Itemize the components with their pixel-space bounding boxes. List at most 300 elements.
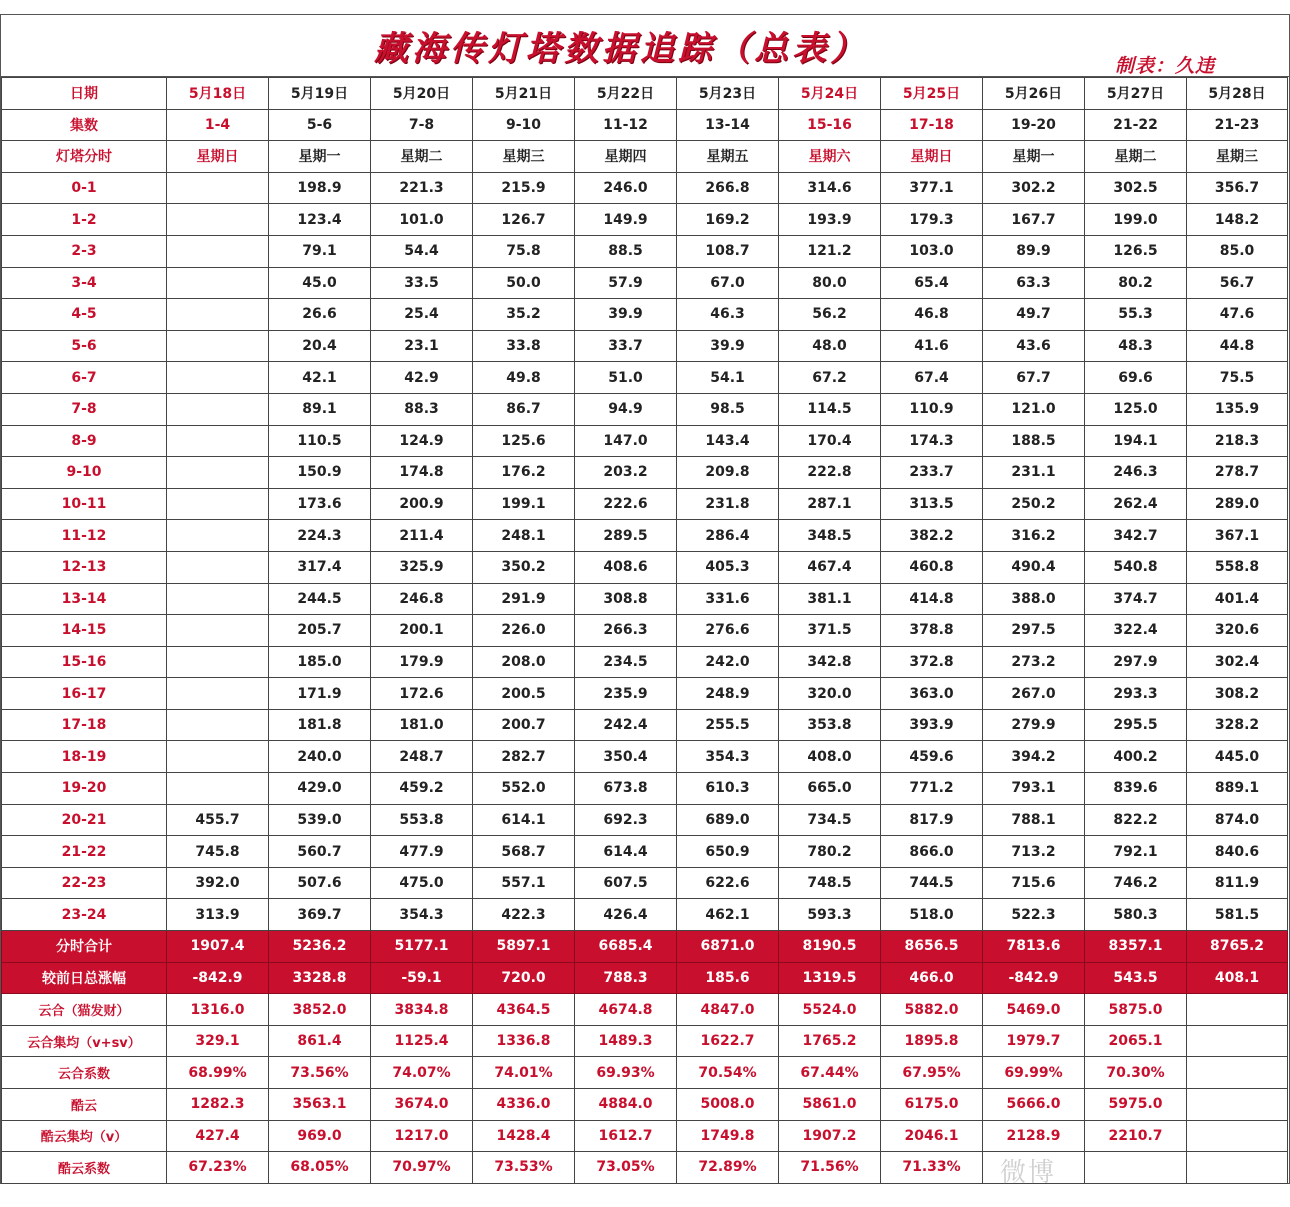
hour-value-cell: 342.8	[779, 646, 881, 678]
hour-value-cell: 51.0	[575, 362, 677, 394]
hour-value-cell: 354.3	[677, 741, 779, 773]
hour-value-cell: 174.3	[881, 425, 983, 457]
hour-value-cell: 771.2	[881, 773, 983, 805]
stats-cell: 73.53%	[473, 1152, 575, 1184]
hour-value-cell: 194.1	[1085, 425, 1187, 457]
hour-value-cell: 422.3	[473, 899, 575, 931]
hour-value-cell: 200.7	[473, 709, 575, 741]
row-label: 6-7	[2, 362, 167, 394]
hour-value-cell: 426.4	[575, 899, 677, 931]
hour-value-cell: 414.8	[881, 583, 983, 615]
stats-cell: 1125.4	[371, 1025, 473, 1057]
hour-value-cell: 367.1	[1187, 520, 1288, 552]
hour-value-cell: 80.2	[1085, 267, 1187, 299]
summary-cell: 8190.5	[779, 931, 881, 963]
hour-value-cell: 297.9	[1085, 646, 1187, 678]
row-label: 14-15	[2, 615, 167, 647]
weekday-cell: 星期一	[983, 141, 1085, 173]
weekday-cell: 星期一	[269, 141, 371, 173]
hour-value-cell: 248.9	[677, 678, 779, 710]
stats-cell: 73.56%	[269, 1057, 371, 1089]
hour-value-cell: 475.0	[371, 867, 473, 899]
summary-cell: 6871.0	[677, 931, 779, 963]
stats-cell: 1428.4	[473, 1120, 575, 1152]
hour-value-cell: 356.7	[1187, 172, 1288, 204]
hour-row	[2, 551, 1288, 583]
hour-value-cell: 455.7	[167, 804, 269, 836]
hour-value-cell: 369.7	[269, 899, 371, 931]
hour-value-cell: 614.4	[575, 836, 677, 868]
weekday-row	[2, 141, 1288, 173]
stats-cell: 5875.0	[1085, 994, 1187, 1026]
stats-cell: 969.0	[269, 1120, 371, 1152]
weibo-watermark: 微博	[1000, 1158, 1057, 1188]
hour-row	[2, 646, 1288, 678]
hour-value-cell: 246.8	[371, 583, 473, 615]
hour-value-cell: 610.3	[677, 773, 779, 805]
hour-value-cell: 459.6	[881, 741, 983, 773]
date-cell: 5月19日	[269, 78, 371, 110]
hour-row	[2, 583, 1288, 615]
hour-value-cell: 235.9	[575, 678, 677, 710]
summary-cell: 3328.8	[269, 962, 371, 994]
stats-cell: 1489.3	[575, 1025, 677, 1057]
hour-value-cell: 490.4	[983, 551, 1085, 583]
hour-value-cell	[167, 393, 269, 425]
stats-cell: 5469.0	[983, 994, 1085, 1026]
summary-cell: 5236.2	[269, 931, 371, 963]
summary-cell: 5897.1	[473, 931, 575, 963]
hour-value-cell: 188.5	[983, 425, 1085, 457]
hour-value-cell: 839.6	[1085, 773, 1187, 805]
weekday-cell: 星期二	[1085, 141, 1187, 173]
stats-cell: 1622.7	[677, 1025, 779, 1057]
hour-value-cell: 287.1	[779, 488, 881, 520]
hour-value-cell: 205.7	[269, 615, 371, 647]
episode-cell: 21-23	[1187, 109, 1288, 141]
hour-value-cell: 689.0	[677, 804, 779, 836]
stats-cell	[1187, 1025, 1288, 1057]
date-cell: 5月22日	[575, 78, 677, 110]
hour-value-cell: 518.0	[881, 899, 983, 931]
hour-value-cell: 353.8	[779, 709, 881, 741]
hour-value-cell: 378.8	[881, 615, 983, 647]
hour-value-cell: 560.7	[269, 836, 371, 868]
hour-value-cell: 248.7	[371, 741, 473, 773]
hour-row	[2, 488, 1288, 520]
row-label: 酷云	[2, 1089, 167, 1121]
hour-value-cell: 331.6	[677, 583, 779, 615]
hour-value-cell: 26.6	[269, 299, 371, 331]
hour-value-cell	[167, 615, 269, 647]
hour-value-cell: 218.3	[1187, 425, 1288, 457]
hour-value-cell	[167, 425, 269, 457]
hour-value-cell: 462.1	[677, 899, 779, 931]
weekday-cell: 星期三	[1187, 141, 1288, 173]
stats-cell	[1187, 1057, 1288, 1089]
hour-value-cell: 325.9	[371, 551, 473, 583]
stats-cell: 2065.1	[1085, 1025, 1187, 1057]
hour-value-cell: 408.6	[575, 551, 677, 583]
hour-value-cell: 278.7	[1187, 457, 1288, 489]
hour-value-cell: 149.9	[575, 204, 677, 236]
hour-value-cell: 302.4	[1187, 646, 1288, 678]
hour-value-cell: 88.3	[371, 393, 473, 425]
hour-value-cell: 126.7	[473, 204, 575, 236]
stats-row	[2, 1089, 1288, 1121]
hour-value-cell: 840.6	[1187, 836, 1288, 868]
episode-cell: 1-4	[167, 109, 269, 141]
hour-value-cell: 255.5	[677, 709, 779, 741]
summary-cell: 1907.4	[167, 931, 269, 963]
stats-row	[2, 1025, 1288, 1057]
date-row	[2, 78, 1288, 110]
hour-value-cell: 25.4	[371, 299, 473, 331]
hour-value-cell: 286.4	[677, 520, 779, 552]
hour-value-cell: 746.2	[1085, 867, 1187, 899]
stats-cell: 71.33%	[881, 1152, 983, 1184]
hour-value-cell: 222.6	[575, 488, 677, 520]
summary-cell: 788.3	[575, 962, 677, 994]
hour-value-cell: 328.2	[1187, 709, 1288, 741]
hour-value-cell: 715.6	[983, 867, 1085, 899]
hour-value-cell: 123.4	[269, 204, 371, 236]
hour-value-cell: 55.3	[1085, 299, 1187, 331]
hour-value-cell: 231.8	[677, 488, 779, 520]
hour-row	[2, 267, 1288, 299]
hour-value-cell: 172.6	[371, 678, 473, 710]
hour-value-cell: 203.2	[575, 457, 677, 489]
stats-cell: 1316.0	[167, 994, 269, 1026]
hour-value-cell: 322.4	[1085, 615, 1187, 647]
hour-value-cell	[167, 362, 269, 394]
hour-value-cell: 101.0	[371, 204, 473, 236]
hour-value-cell: 477.9	[371, 836, 473, 868]
hour-value-cell: 221.3	[371, 172, 473, 204]
row-label: 13-14	[2, 583, 167, 615]
hour-value-cell: 114.5	[779, 393, 881, 425]
hour-value-cell: 167.7	[983, 204, 1085, 236]
hour-value-cell: 467.4	[779, 551, 881, 583]
episode-row	[2, 109, 1288, 141]
hour-value-cell: 89.1	[269, 393, 371, 425]
hour-value-cell: 88.5	[575, 235, 677, 267]
hour-value-cell: 673.8	[575, 773, 677, 805]
hour-value-cell: 350.4	[575, 741, 677, 773]
hour-value-cell: 63.3	[983, 267, 1085, 299]
hour-value-cell: 85.0	[1187, 235, 1288, 267]
hour-value-cell: 400.2	[1085, 741, 1187, 773]
hour-value-cell: 242.0	[677, 646, 779, 678]
row-label: 4-5	[2, 299, 167, 331]
hour-value-cell: 744.5	[881, 867, 983, 899]
summary-cell: 7813.6	[983, 931, 1085, 963]
stats-cell	[1187, 1120, 1288, 1152]
hour-value-cell: 67.7	[983, 362, 1085, 394]
hour-value-cell: 374.7	[1085, 583, 1187, 615]
summary-row	[2, 931, 1288, 963]
hour-value-cell: 110.5	[269, 425, 371, 457]
hour-value-cell: 124.9	[371, 425, 473, 457]
hour-row	[2, 457, 1288, 489]
hour-value-cell: 174.8	[371, 457, 473, 489]
hour-value-cell: 553.8	[371, 804, 473, 836]
hour-value-cell: 234.5	[575, 646, 677, 678]
hour-value-cell: 67.4	[881, 362, 983, 394]
hour-value-cell: 89.9	[983, 235, 1085, 267]
stats-cell: 5975.0	[1085, 1089, 1187, 1121]
hour-value-cell: 302.2	[983, 172, 1085, 204]
row-label: 较前日总涨幅	[2, 962, 167, 994]
hour-value-cell: 320.0	[779, 678, 881, 710]
hour-value-cell: 363.0	[881, 678, 983, 710]
weekday-cell: 星期四	[575, 141, 677, 173]
hour-value-cell: 49.7	[983, 299, 1085, 331]
hour-value-cell: 522.3	[983, 899, 1085, 931]
hour-value-cell: 246.3	[1085, 457, 1187, 489]
stats-cell: 3674.0	[371, 1089, 473, 1121]
stats-cell: 70.97%	[371, 1152, 473, 1184]
hour-value-cell: 226.0	[473, 615, 575, 647]
stats-cell: 71.56%	[779, 1152, 881, 1184]
episode-cell: 19-20	[983, 109, 1085, 141]
title-bar	[1, 15, 1289, 77]
hour-value-cell: 316.2	[983, 520, 1085, 552]
hour-value-cell: 54.4	[371, 235, 473, 267]
hour-value-cell: 279.9	[983, 709, 1085, 741]
stats-cell: 329.1	[167, 1025, 269, 1057]
hour-value-cell: 135.9	[1187, 393, 1288, 425]
author-credit: 制表：久违	[1114, 55, 1215, 77]
hour-value-cell: 39.9	[677, 330, 779, 362]
hour-row	[2, 773, 1288, 805]
date-cell: 5月21日	[473, 78, 575, 110]
hour-value-cell: 313.5	[881, 488, 983, 520]
hour-value-cell: 185.0	[269, 646, 371, 678]
row-label: 酷云集均（v）	[2, 1120, 167, 1152]
hour-value-cell: 49.8	[473, 362, 575, 394]
hour-value-cell: 224.3	[269, 520, 371, 552]
hour-value-cell	[167, 457, 269, 489]
stats-cell: 74.01%	[473, 1057, 575, 1089]
hour-row	[2, 867, 1288, 899]
hour-value-cell: 125.0	[1085, 393, 1187, 425]
hour-value-cell: 394.2	[983, 741, 1085, 773]
hour-value-cell: 176.2	[473, 457, 575, 489]
hour-value-cell: 199.1	[473, 488, 575, 520]
hour-value-cell: 445.0	[1187, 741, 1288, 773]
stats-cell: 4674.8	[575, 994, 677, 1026]
hour-value-cell	[167, 678, 269, 710]
hour-value-cell: 273.2	[983, 646, 1085, 678]
stats-cell: 69.93%	[575, 1057, 677, 1089]
hour-value-cell: 342.7	[1085, 520, 1187, 552]
hour-row	[2, 615, 1288, 647]
hour-row	[2, 330, 1288, 362]
hour-value-cell: 98.5	[677, 393, 779, 425]
hour-row	[2, 741, 1288, 773]
hour-value-cell: 80.0	[779, 267, 881, 299]
hour-value-cell: 179.9	[371, 646, 473, 678]
row-label: 云合（猫发财）	[2, 994, 167, 1026]
stats-cell: 4847.0	[677, 994, 779, 1026]
hour-value-cell: 56.7	[1187, 267, 1288, 299]
row-label: 云合系数	[2, 1057, 167, 1089]
hour-value-cell: 65.4	[881, 267, 983, 299]
hour-value-cell	[167, 330, 269, 362]
hour-value-cell: 43.6	[983, 330, 1085, 362]
hour-value-cell: 388.0	[983, 583, 1085, 615]
hour-value-cell: 372.8	[881, 646, 983, 678]
hour-value-cell: 181.8	[269, 709, 371, 741]
row-label: 酷云系数	[2, 1152, 167, 1184]
stats-cell: 3834.8	[371, 994, 473, 1026]
hour-value-cell: 811.9	[1187, 867, 1288, 899]
hour-value-cell: 405.3	[677, 551, 779, 583]
lighthouse-data-table	[1, 77, 1288, 1188]
hour-value-cell	[167, 267, 269, 299]
row-label: 22-23	[2, 867, 167, 899]
stats-cell: 1907.2	[779, 1120, 881, 1152]
stats-cell: 4336.0	[473, 1089, 575, 1121]
row-label: 21-22	[2, 836, 167, 868]
row-label: 11-12	[2, 520, 167, 552]
stats-cell: 73.05%	[575, 1152, 677, 1184]
weekday-cell: 星期日	[881, 141, 983, 173]
summary-cell: 408.1	[1187, 962, 1288, 994]
hour-row	[2, 425, 1288, 457]
row-label: 23-24	[2, 899, 167, 931]
episode-cell: 13-14	[677, 109, 779, 141]
hour-value-cell: 69.6	[1085, 362, 1187, 394]
row-label: 云合集均（v+sv）	[2, 1025, 167, 1057]
stats-cell	[1187, 1089, 1288, 1121]
summary-cell: 6685.4	[575, 931, 677, 963]
row-label: 日期	[2, 78, 167, 110]
stats-cell: 68.99%	[167, 1057, 269, 1089]
hour-value-cell: 822.2	[1085, 804, 1187, 836]
hour-value-cell: 143.4	[677, 425, 779, 457]
hour-value-cell: 199.0	[1085, 204, 1187, 236]
row-label: 集数	[2, 109, 167, 141]
hour-value-cell: 35.2	[473, 299, 575, 331]
hour-value-cell: 289.5	[575, 520, 677, 552]
hour-value-cell	[167, 299, 269, 331]
stats-cell: 4364.5	[473, 994, 575, 1026]
hour-value-cell: 302.5	[1085, 172, 1187, 204]
hour-value-cell: 313.9	[167, 899, 269, 931]
hour-value-cell: 248.1	[473, 520, 575, 552]
hour-row	[2, 204, 1288, 236]
weekday-cell: 星期六	[779, 141, 881, 173]
summary-cell: 466.0	[881, 962, 983, 994]
data-sheet	[0, 14, 1290, 1188]
summary-cell: -59.1	[371, 962, 473, 994]
hour-value-cell	[167, 583, 269, 615]
episode-cell: 5-6	[269, 109, 371, 141]
hour-value-cell: 320.6	[1187, 615, 1288, 647]
hour-value-cell: 291.9	[473, 583, 575, 615]
row-label: 2-3	[2, 235, 167, 267]
summary-row	[2, 962, 1288, 994]
weekday-cell: 星期五	[677, 141, 779, 173]
stats-cell: 1895.8	[881, 1025, 983, 1057]
stats-cell: 5008.0	[677, 1089, 779, 1121]
hour-value-cell: 208.0	[473, 646, 575, 678]
row-label: 8-9	[2, 425, 167, 457]
stats-row	[2, 994, 1288, 1026]
weekday-cell: 星期二	[371, 141, 473, 173]
hour-value-cell: 817.9	[881, 804, 983, 836]
hour-value-cell: 47.6	[1187, 299, 1288, 331]
row-label: 15-16	[2, 646, 167, 678]
summary-cell: 1319.5	[779, 962, 881, 994]
hour-value-cell: 33.8	[473, 330, 575, 362]
hour-value-cell: 381.1	[779, 583, 881, 615]
hour-value-cell: 244.5	[269, 583, 371, 615]
hour-value-cell: 179.3	[881, 204, 983, 236]
hour-value-cell: 222.8	[779, 457, 881, 489]
stats-cell: 1336.8	[473, 1025, 575, 1057]
hour-value-cell: 75.5	[1187, 362, 1288, 394]
row-label: 分时合计	[2, 931, 167, 963]
stats-cell: 3563.1	[269, 1089, 371, 1121]
stats-cell: 427.4	[167, 1120, 269, 1152]
hour-value-cell: 125.6	[473, 425, 575, 457]
hour-value-cell: 173.6	[269, 488, 371, 520]
hour-value-cell: 181.0	[371, 709, 473, 741]
hour-value-cell: 209.8	[677, 457, 779, 489]
hour-value-cell: 568.7	[473, 836, 575, 868]
hour-value-cell: 392.0	[167, 867, 269, 899]
hour-row	[2, 836, 1288, 868]
hour-value-cell: 54.1	[677, 362, 779, 394]
stats-cell: 6175.0	[881, 1089, 983, 1121]
hour-value-cell: 48.3	[1085, 330, 1187, 362]
hour-value-cell: 211.4	[371, 520, 473, 552]
hour-value-cell: 692.3	[575, 804, 677, 836]
hour-value-cell	[167, 741, 269, 773]
hour-value-cell: 171.9	[269, 678, 371, 710]
hour-row	[2, 678, 1288, 710]
row-label: 7-8	[2, 393, 167, 425]
hour-value-cell: 23.1	[371, 330, 473, 362]
hour-value-cell: 233.7	[881, 457, 983, 489]
summary-cell: 8357.1	[1085, 931, 1187, 963]
stats-cell: 70.54%	[677, 1057, 779, 1089]
stats-cell: 5666.0	[983, 1089, 1085, 1121]
hour-value-cell: 308.2	[1187, 678, 1288, 710]
hour-value-cell: 539.0	[269, 804, 371, 836]
stats-cell: 1612.7	[575, 1120, 677, 1152]
hour-value-cell: 193.9	[779, 204, 881, 236]
hour-value-cell: 75.8	[473, 235, 575, 267]
date-cell: 5月24日	[779, 78, 881, 110]
hour-value-cell: 33.7	[575, 330, 677, 362]
hour-value-cell: 558.8	[1187, 551, 1288, 583]
row-label: 1-2	[2, 204, 167, 236]
hour-value-cell: 593.3	[779, 899, 881, 931]
row-label: 5-6	[2, 330, 167, 362]
hour-value-cell: 293.3	[1085, 678, 1187, 710]
hour-value-cell: 170.4	[779, 425, 881, 457]
row-label: 10-11	[2, 488, 167, 520]
hour-value-cell: 371.5	[779, 615, 881, 647]
hour-value-cell: 866.0	[881, 836, 983, 868]
hour-value-cell	[167, 773, 269, 805]
hour-value-cell: 33.5	[371, 267, 473, 299]
hour-value-cell: 48.0	[779, 330, 881, 362]
